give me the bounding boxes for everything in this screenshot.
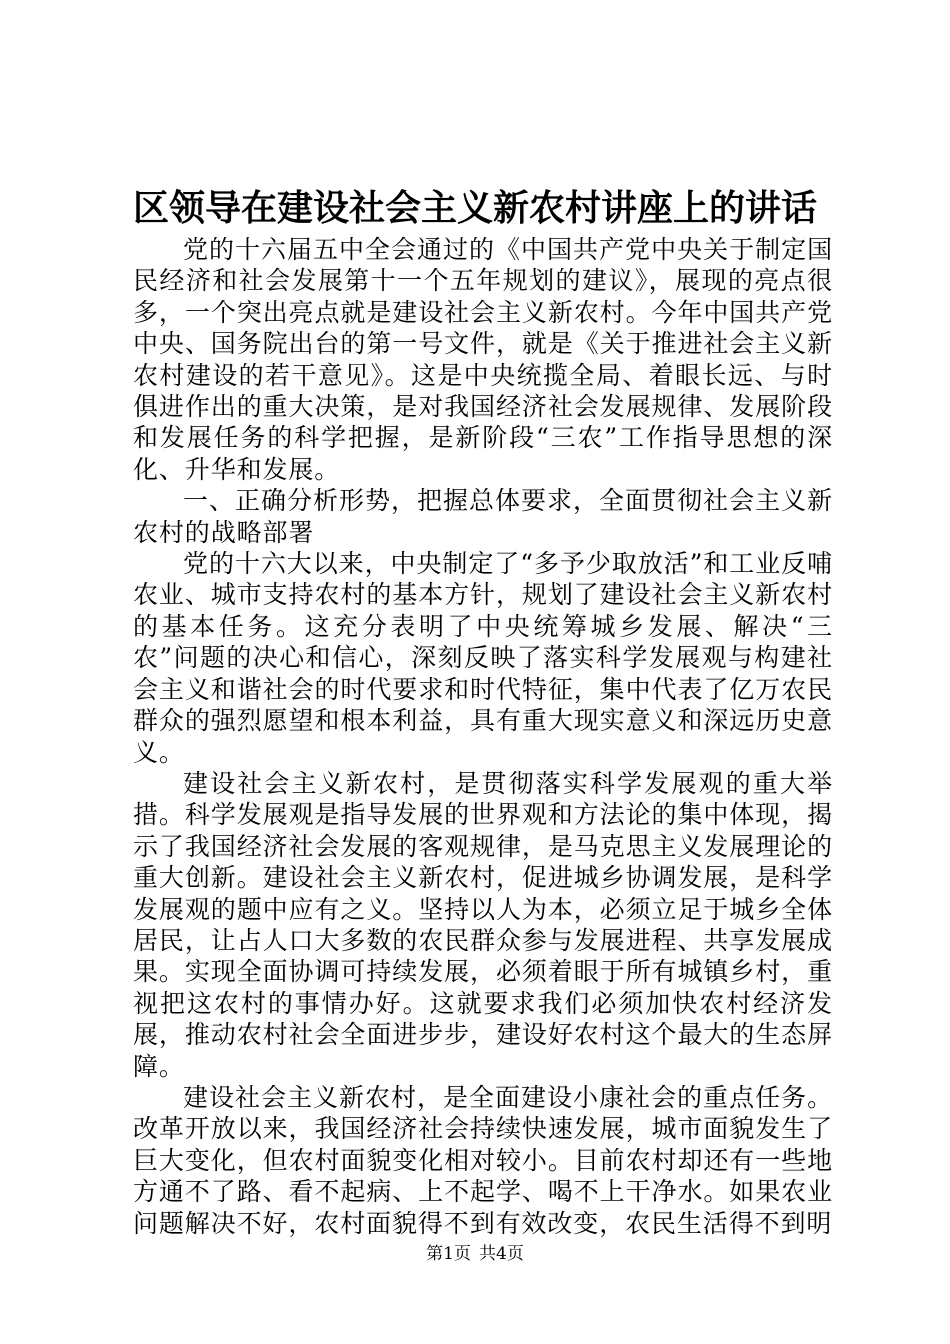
paragraph-xiaokang: 建设社会主义新农村，是全面建设小康社会的重点任务。改革开放以来，我国经济社会持续快速发展，城市面貌发生了巨大变化，但农村面貌变化相对较小。目前农村却还有一些地方通不了路、看不起病、上不起学、喝不上干净水。如果农业问题解决不好，农村面貌得不到有效改变，农民生活得不到明	[133, 1082, 833, 1238]
document-body	[133, 234, 833, 1239]
paragraph-intro: 党的十六届五中全会通过的《中国共产党中央关于制定国民经济和社会发展第十一个五年规划的建议》，展现的亮点很多，一个突出亮点就是建设社会主义新农村。今年中国共产党中央、国务院出台的第一号文件，就是《关于推进社会主义新农村建设的若干意见》。这是中央统揽全局、着眼长远、与时俱进作出的重大决策，是对我国经济社会发展规律、发展阶段和发展任务的科学把握，是新阶段“三农”工作指导思想的深化、升华和发展。	[133, 235, 833, 484]
page-total: 共4页	[479, 1244, 524, 1264]
paragraph-scientific-development: 建设社会主义新农村，是贯彻落实科学发展观的重大举措。科学发展观是指导发展的世界观和方法论的集中体现，揭示了我国经济社会发展的客观规律，是马克思主义发展理论的重大创新。建设社会主义新农村，促进城乡协调发展，是科学发展观的题中应有之义。坚持以人为本，必须立足于城乡全体居民，让占人口大多数的农民群众参与发展进程、共享发展成果。实现全面协调可持续发展，必须着眼于所有城镇乡村，重视把这农村的事情办好。这就要求我们必须加快农村经济发展，推动农村社会全面进步步，建设好农村这个最大的生态屏障。	[133, 768, 833, 1081]
page-number: 第1页	[426, 1244, 471, 1264]
paragraph-policy: 党的十六大以来，中央制定了“多予少取放活”和工业反哺农业、城市支持农村的基本方针，规划了建设社会主义新农村的基本任务。这充分表明了中央统筹城乡发展、解决“三农”问题的决心和信心，深刻反映了落实科学发展观与构建社会主义和谐社会的时代要求和时代特征，集中代表了亿万农民群众的强烈愿望和根本利益，具有重大现实意义和深远历史意义。	[133, 549, 833, 767]
document-title: 区领导在建设社会主义新农村讲座上的讲话	[132, 187, 817, 229]
section-heading-1: 一、正确分析形势，把握总体要求，全面贯彻社会主义新农村的战略部署	[133, 486, 833, 547]
page-footer	[0, 1242, 950, 1266]
